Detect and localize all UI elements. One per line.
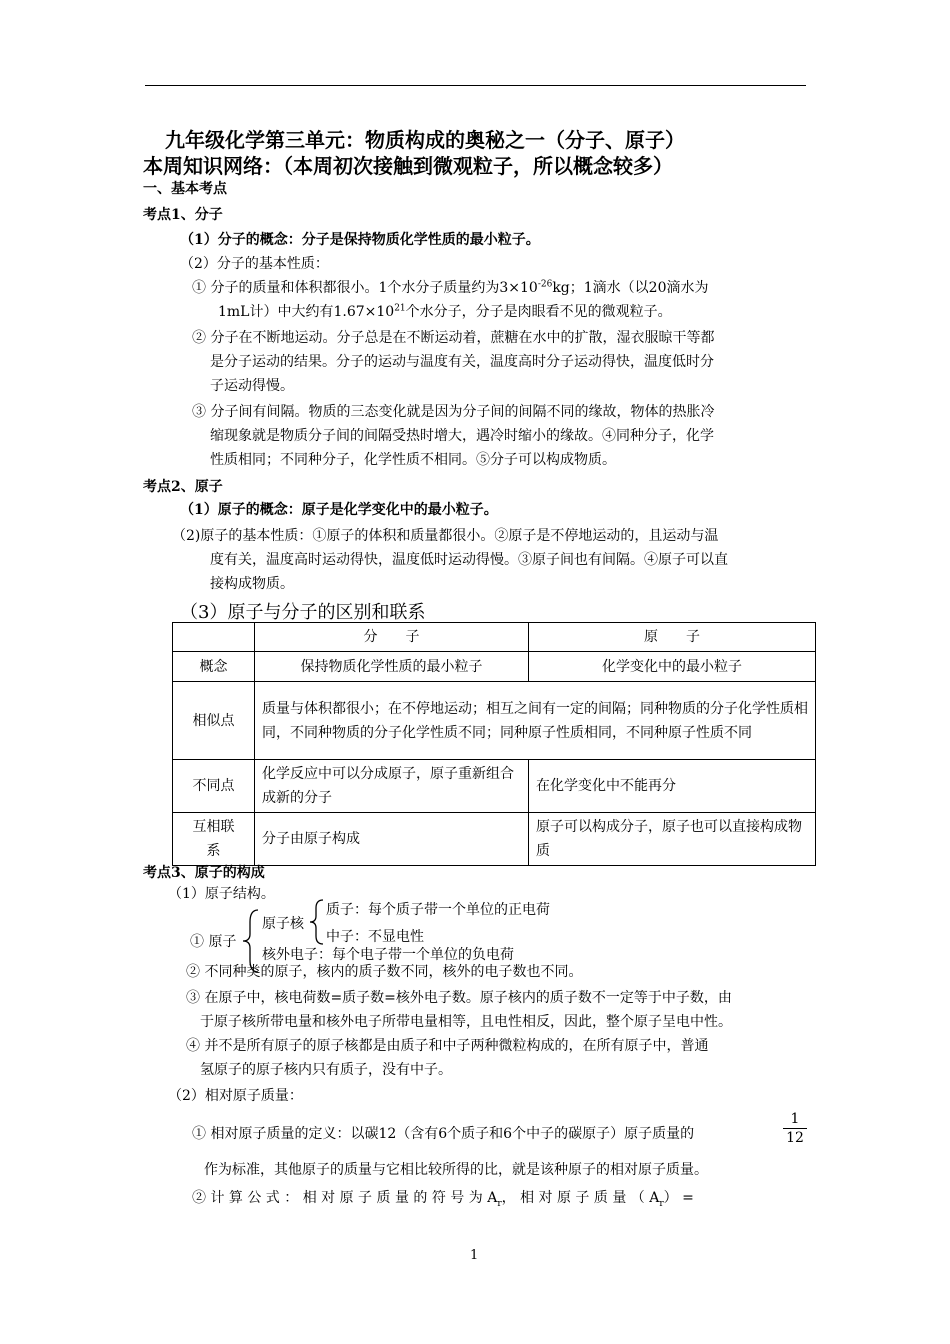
kd1-item3-line2: 缩现象就是物质分子间的间隔受热时增大，遇冷时缩小的缘故。④同种分子，化学 — [210, 428, 714, 444]
table-row — [173, 760, 816, 813]
header-cell: 原 子 — [529, 623, 816, 652]
kd1-item2-line3: 子运动得慢。 — [210, 378, 294, 394]
kd2-p1: （1）原子的概念：原子是化学变化中的最小粒子。 — [180, 502, 498, 518]
molecule-cell: 保持物质化学性质的最小粒子 — [255, 652, 529, 682]
header-cell: 分 子 — [255, 623, 529, 652]
kd3-item4-line1: ④ 并不是所有原子的原子核都是由质子和中子两种微粒构成的，在所有原子中，普通 — [186, 1038, 709, 1054]
fraction-one-twelfth — [783, 1110, 807, 1147]
header-rule — [145, 85, 806, 86]
doc-title: 九年级化学第三单元：物质构成的奥秘之一（分子、原子） — [165, 128, 685, 152]
table-header-row — [173, 623, 816, 652]
fraction-denominator: 12 — [786, 1130, 804, 1146]
kd1-item2-line1: ② 分子在不断地运动。分子总是在不断运动着，蔗糖在水中的扩散，湿衣服晾干等都 — [192, 330, 715, 346]
kd1-item1-line2 — [218, 300, 672, 324]
kd3-item3-line1: ③ 在原子中，核电荷数=质子数=核外电子数。原子核内的质子数不一定等于中子数，由 — [186, 990, 732, 1006]
electron-desc: 核外电子：每个电子带一个单位的负电荷 — [262, 947, 514, 963]
row-label: 相似点 — [173, 682, 255, 760]
inner-brace-icon — [308, 898, 326, 946]
kd1-item3-line3: 性质相同；不同种分子，化学性质不相同。⑤分子可以构成物质。 — [210, 452, 616, 468]
molecule-cell: 分子由原子构成 — [255, 813, 529, 866]
header-cell — [173, 623, 255, 652]
text: ① 分子的质量和体积都很小。1个水分子质量约为3×10 — [192, 280, 538, 296]
kd3-item2: ② 不同种类的原子，核内的质子数不同，核外的电子数也不同。 — [186, 964, 583, 980]
text: 个水分子，分子是肉眼看不见的微观粒子。 — [405, 304, 672, 320]
text: ） = — [663, 1190, 694, 1206]
text: ② 计 算 公 式 ： 相 对 原 子 质 量 的 符 号 为 A — [192, 1190, 498, 1206]
kd3-item4-line2: 氢原子的原子核内只有质子，没有中子。 — [200, 1062, 452, 1078]
page-number: 1 — [470, 1248, 479, 1263]
kd2-p2-line2: 度有关，温度高时运动得快，温度低时运动得慢。③原子间也有间隔。④原子可以直 — [210, 552, 728, 568]
exponent: -26 — [537, 279, 553, 290]
kd1-item1-line1 — [192, 276, 708, 300]
kd3-title: 考点3、原子的构成 — [143, 865, 265, 881]
kd1-item2-line2: 是分子运动的结果。分子的运动与温度有关，温度高时分子运动得快，温度低时分 — [210, 354, 714, 370]
atom-label: ① 原子 — [190, 934, 237, 950]
relmass-def-line2: 作为标准，其他原子的质量与它相比较所得的比，就是该种原子的相对原子质量。 — [204, 1162, 708, 1178]
table-row — [173, 813, 816, 866]
atom-cell: 原子可以构成分子，原子也可以直接构成物质 — [529, 813, 816, 866]
molecule-cell: 化学反应中可以分成原子，原子重新组合成新的分子 — [255, 760, 529, 813]
row-label: 概念 — [173, 652, 255, 682]
proton-desc: 质子：每个质子带一个单位的正电荷 — [326, 902, 550, 918]
exponent: 21 — [394, 303, 406, 314]
text: ， 相 对 原 子 质 量 （ A — [501, 1190, 660, 1206]
doc-subtitle: 本周知识网络：（本周初次接触到微观粒子，所以概念较多） — [143, 154, 673, 178]
kd2-p2-line1: （2)原子的基本性质：①原子的体积和质量都很小。②原子是不停地运动的，且运动与温 — [172, 528, 719, 544]
subscript: r — [659, 1198, 664, 1209]
kd3-item3-line2: 于原子核所带电量和核外电子所带电量相等，且电性相反，因此，整个原子呈电中性。 — [200, 1014, 732, 1030]
row-label: 互相联系 — [173, 813, 255, 866]
relmass-def-line1: ① 相对原子质量的定义：以碳12（含有6个质子和6个中子的碳原子）原子质量的 — [192, 1126, 695, 1142]
subscript: r — [497, 1198, 502, 1209]
table-row — [173, 652, 816, 682]
section-heading: 一、基本考点 — [143, 181, 227, 197]
neutron-desc: 中子：不显电性 — [326, 929, 424, 945]
row-label: 不同点 — [173, 760, 255, 813]
kd3-p2: （2）相对原子质量： — [168, 1088, 303, 1104]
kd1-p2: （2）分子的基本性质： — [180, 256, 329, 272]
kd2-title: 考点2、原子 — [143, 479, 223, 495]
text: 1mL计）中大约有1.67×10 — [218, 304, 395, 320]
atom-cell: 化学变化中的最小粒子 — [529, 652, 816, 682]
table-row — [173, 682, 816, 760]
kd3-p1: （1）原子结构。 — [168, 886, 275, 902]
text: kg；1滴水（以20滴水为 — [552, 280, 709, 296]
comparison-table — [172, 622, 816, 866]
kd1-title: 考点1、分子 — [143, 207, 223, 223]
fraction-numerator: 1 — [790, 1111, 800, 1127]
relmass-formula — [192, 1186, 694, 1210]
atom-cell: 在化学变化中不能再分 — [529, 760, 816, 813]
nucleus-label: 原子核 — [262, 916, 304, 932]
kd2-p3: （3）原子与分子的区别和联系 — [180, 602, 426, 623]
kd1-item3-line1: ③ 分子间有间隔。物质的三态变化就是因为分子间的间隔不同的缘故，物体的热胀冷 — [192, 404, 715, 420]
kd1-p1: （1）分子的概念：分子是保持物质化学性质的最小粒子。 — [180, 232, 540, 248]
merged-cell: 质量与体积都很小；在不停地运动；相互之间有一定的间隔；同种物质的分子化学性质相同，不同种物质的分子化学性质不同；同种原子性质相同，不同种原子性质不同 — [255, 682, 816, 760]
kd2-p2-line3: 接构成物质。 — [210, 576, 294, 592]
